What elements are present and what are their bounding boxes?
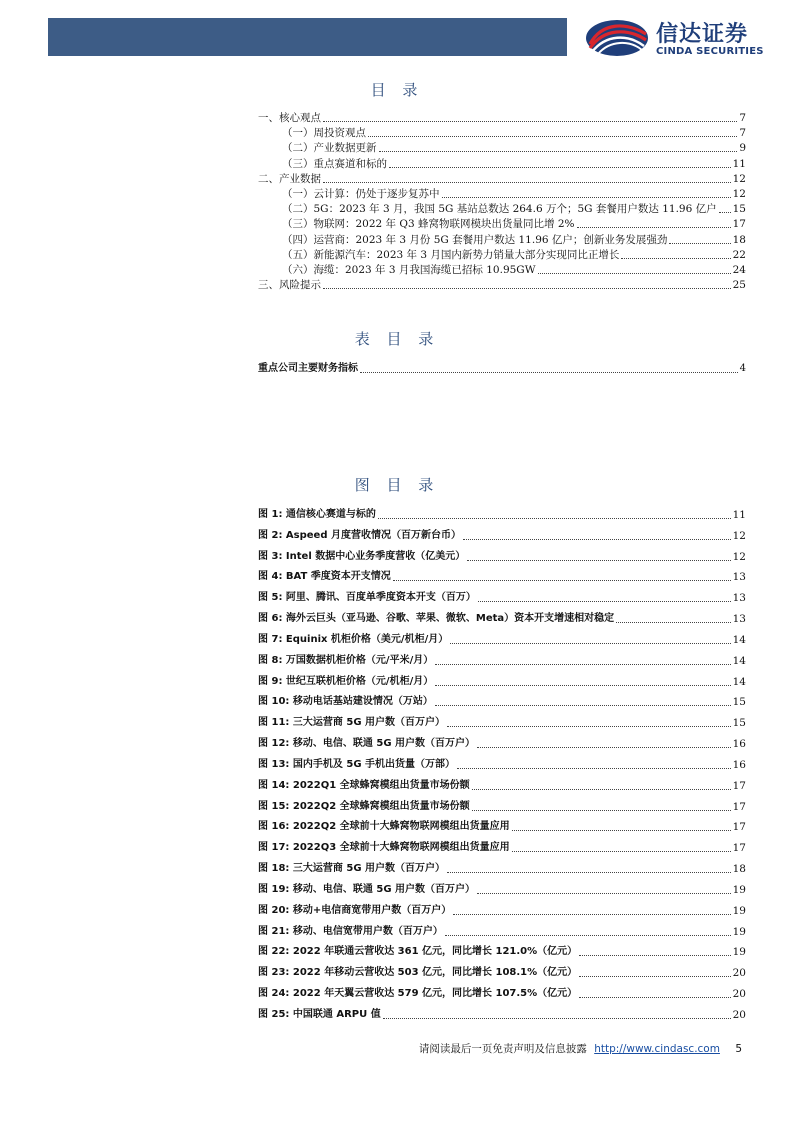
figure-entry-label: 图 7: Equinix 机柜价格（美元/机柜/月） bbox=[258, 633, 449, 645]
dot-leader bbox=[435, 664, 730, 665]
figure-entry-label: 图 10: 移动电话基站建设情况（万站） bbox=[258, 696, 433, 708]
toc-entry[interactable] bbox=[282, 202, 746, 216]
dot-leader bbox=[323, 182, 731, 183]
figure-entry[interactable] bbox=[258, 800, 746, 814]
figure-entry-page: 12 bbox=[732, 550, 746, 563]
toc-entry-label: （六）海缆：2023 年 3 月我国海缆已招标 10.95GW bbox=[282, 264, 536, 276]
dot-leader bbox=[383, 1018, 731, 1019]
dot-leader bbox=[378, 518, 731, 519]
figure-entry[interactable] bbox=[258, 945, 746, 959]
toc-entry-page: 25 bbox=[732, 279, 746, 292]
logo-english-name: CINDA SECURITIES bbox=[656, 46, 764, 57]
figure-entry-label: 图 22: 2022 年联通云营收达 361 亿元，同比增长 121.0%（亿元） bbox=[258, 946, 578, 958]
toc-entry-label: （一）云计算：仍处于逐步复苏中 bbox=[282, 188, 440, 200]
toc-entry-label: （二）产业数据更新 bbox=[282, 142, 377, 155]
dot-leader bbox=[616, 622, 730, 623]
dot-leader bbox=[435, 685, 730, 686]
dot-leader bbox=[467, 560, 730, 561]
dot-leader bbox=[442, 197, 731, 198]
figure-entry[interactable] bbox=[258, 716, 746, 730]
toc-entry-page: 11 bbox=[732, 157, 746, 170]
toc-entry-page: 12 bbox=[732, 188, 746, 200]
toc-entry[interactable] bbox=[282, 233, 746, 247]
footer-disclaimer: 请阅读最后一页免责声明及信息披露 bbox=[418, 1043, 587, 1055]
figure-entry[interactable] bbox=[258, 925, 746, 939]
page-footer bbox=[419, 1041, 742, 1056]
figure-entry-page: 16 bbox=[732, 758, 746, 771]
figure-entry-page: 17 bbox=[732, 821, 746, 834]
figure-entry-page: 17 bbox=[732, 842, 746, 855]
dot-leader bbox=[379, 151, 738, 152]
figure-entry[interactable] bbox=[258, 987, 746, 1001]
toc-entry-page: 7 bbox=[739, 127, 746, 140]
figure-entry-page: 16 bbox=[732, 738, 746, 751]
toc-entry-page: 24 bbox=[732, 264, 746, 276]
figure-entry-page: 20 bbox=[732, 988, 746, 1001]
toc-entry-label: （三）重点赛道和标的 bbox=[282, 157, 387, 170]
dot-leader bbox=[389, 167, 731, 168]
toc-entry-label: 一、核心观点 bbox=[258, 112, 321, 124]
figure-entry-label: 图 12: 移动、电信、联通 5G 用户数（百万户） bbox=[258, 738, 476, 750]
figure-entry[interactable] bbox=[258, 966, 746, 980]
figure-entry-label: 图 13: 国内手机及 5G 手机出货量（万部） bbox=[258, 758, 456, 770]
dot-leader bbox=[450, 643, 730, 644]
figure-entry-page: 17 bbox=[732, 800, 746, 813]
figure-entry-label: 图 20: 移动+电信商宽带用户数（百万户） bbox=[258, 904, 452, 916]
toc-entry-page: 22 bbox=[732, 248, 746, 261]
dot-leader bbox=[435, 705, 731, 706]
dot-leader bbox=[447, 726, 731, 727]
footer-url-link[interactable]: http://www.cindasc.com bbox=[594, 1043, 720, 1055]
table-entry-page: 4 bbox=[739, 363, 746, 374]
toc-entry[interactable] bbox=[282, 263, 746, 277]
figure-entry-page: 14 bbox=[732, 633, 746, 646]
toc-entry-label: （一）周投资观点 bbox=[282, 127, 366, 140]
figure-entry-page: 15 bbox=[732, 717, 746, 730]
dot-leader bbox=[538, 273, 731, 274]
figure-entry-label: 图 5: 阿里、腾讯、百度单季度资本开支（百万） bbox=[258, 592, 476, 604]
toc-entry[interactable] bbox=[258, 172, 746, 186]
dot-leader bbox=[368, 136, 737, 137]
toc-entry-label: 三、风险提示 bbox=[258, 279, 321, 292]
dot-leader bbox=[579, 955, 730, 956]
toc-entry-page: 9 bbox=[739, 142, 746, 155]
toc-entry-page: 15 bbox=[732, 203, 746, 216]
dot-leader bbox=[447, 872, 731, 873]
figure-entry[interactable] bbox=[258, 1008, 746, 1022]
figure-entry[interactable] bbox=[258, 612, 746, 626]
figure-entry-label: 图 4: BAT 季度资本开支情况 bbox=[258, 571, 391, 583]
figure-entry-label: 图 3: Intel 数据中心业务季度营收（亿美元） bbox=[258, 550, 466, 562]
figure-entry-label: 图 19: 移动、电信、联通 5G 用户数（百万户） bbox=[258, 883, 476, 895]
figure-entry-page: 17 bbox=[732, 779, 746, 792]
toc-entry[interactable] bbox=[282, 141, 746, 155]
figure-entry[interactable] bbox=[258, 779, 746, 793]
dot-leader bbox=[360, 372, 738, 373]
figure-entry[interactable] bbox=[258, 904, 746, 918]
figure-entry[interactable] bbox=[258, 570, 746, 584]
dot-leader bbox=[477, 747, 731, 748]
figure-entry-label: 图 25: 中国联通 ARPU 值 bbox=[258, 1008, 381, 1020]
figures-toc-title: 图 目 录 bbox=[354, 476, 440, 494]
figure-entry-label: 图 9: 世纪互联机柜价格（元/机柜/月） bbox=[258, 675, 434, 687]
tables-toc-title: 表 目 录 bbox=[354, 330, 440, 348]
figure-entry[interactable] bbox=[258, 841, 746, 855]
dot-leader bbox=[579, 976, 730, 977]
figure-entry-page: 18 bbox=[732, 863, 746, 876]
figure-entry[interactable] bbox=[258, 591, 746, 605]
logo-chinese-name: 信达证券 bbox=[656, 22, 749, 47]
figure-entry-label: 图 21: 移动、电信宽带用户数（百万户） bbox=[258, 925, 443, 937]
page-number: 5 bbox=[735, 1043, 742, 1055]
dot-leader bbox=[457, 768, 731, 769]
toc-entry-label: （二）5G：2023 年 3 月，我国 5G 基站总数达 264.6 万个；5G 套餐用户数达 11.96 亿户 bbox=[282, 203, 717, 216]
dot-leader bbox=[453, 914, 730, 915]
figure-entry-label: 图 18: 三大运营商 5G 用户数（百万户） bbox=[258, 863, 446, 875]
dot-leader bbox=[512, 830, 731, 831]
company-logo bbox=[580, 16, 780, 60]
figure-entry-label: 图 2: Aspeed 月度营收情况（百万新台币） bbox=[258, 529, 461, 541]
figure-entry-label: 图 23: 2022 年移动云营收达 503 亿元，同比增长 108.1%（亿元） bbox=[258, 967, 578, 979]
figure-entry-page: 11 bbox=[732, 509, 746, 521]
figure-entry-label: 图 16: 2022Q2 全球前十大蜂窝物联网模组出货量应用 bbox=[258, 821, 510, 833]
figure-entry-page: 14 bbox=[732, 654, 746, 667]
figure-entry[interactable] bbox=[258, 550, 746, 564]
toc-entry[interactable] bbox=[282, 126, 746, 140]
toc-entry[interactable] bbox=[282, 187, 746, 201]
figure-entry-page: 19 bbox=[732, 883, 746, 896]
figure-entry[interactable] bbox=[258, 529, 746, 543]
figure-entry-page: 12 bbox=[732, 529, 746, 542]
dot-leader bbox=[579, 997, 730, 998]
figure-entry-page: 19 bbox=[732, 925, 746, 938]
figure-entry-label: 图 17: 2022Q3 全球前十大蜂窝物联网模组出货量应用 bbox=[258, 842, 510, 854]
figure-entry-page: 14 bbox=[732, 675, 746, 688]
figure-entry[interactable] bbox=[258, 508, 746, 522]
dot-leader bbox=[323, 288, 731, 289]
table-entry[interactable] bbox=[258, 362, 746, 376]
dot-leader bbox=[445, 935, 731, 936]
figure-entry-label: 图 14: 2022Q1 全球蜂窝模组出货量市场份额 bbox=[258, 779, 470, 791]
figure-entry-page: 19 bbox=[732, 904, 746, 917]
toc-entry-label: （五）新能源汽车：2023 年 3 月国内新势力销量大部分实现同比正增长 bbox=[282, 248, 620, 261]
dot-leader bbox=[478, 601, 731, 602]
toc-title: 目 录 bbox=[370, 81, 424, 99]
toc-entry[interactable] bbox=[258, 278, 746, 292]
dot-leader bbox=[621, 258, 730, 259]
figure-entry-label: 图 11: 三大运营商 5G 用户数（百万户） bbox=[258, 717, 446, 729]
dot-leader bbox=[472, 789, 731, 790]
toc-entry-label: （三）物联网：2022 年 Q3 蜂窝物联网模块出货量同比增 2% bbox=[282, 218, 575, 231]
toc-entry-page: 17 bbox=[732, 218, 746, 231]
toc-entry-page: 18 bbox=[732, 233, 746, 246]
dot-leader bbox=[669, 243, 730, 244]
figure-entry[interactable] bbox=[258, 883, 746, 897]
figure-entry[interactable] bbox=[258, 654, 746, 668]
figure-entry-page: 13 bbox=[732, 571, 746, 584]
figure-entry-label: 图 6: 海外云巨头（亚马逊、谷歌、苹果、微软、Meta）资本开支增速相对稳定 bbox=[258, 613, 615, 625]
figure-entry[interactable] bbox=[258, 758, 746, 772]
toc-entry-page: 7 bbox=[739, 112, 746, 124]
table-entry-label: 重点公司主要财务指标 bbox=[258, 363, 358, 374]
figure-entry[interactable] bbox=[258, 737, 746, 751]
toc-entry[interactable] bbox=[282, 217, 746, 231]
dot-leader bbox=[472, 810, 731, 811]
dot-leader bbox=[463, 539, 731, 540]
figure-entry[interactable] bbox=[258, 820, 746, 834]
figure-entry-page: 20 bbox=[732, 1008, 746, 1021]
dot-leader bbox=[477, 893, 731, 894]
dot-leader bbox=[719, 212, 731, 213]
figure-entry-page: 13 bbox=[732, 592, 746, 605]
dot-leader bbox=[393, 580, 731, 581]
toc-entry-label: （四）运营商：2023 年 3 月份 5G 套餐用户数达 11.96 亿户；创新业务发展强劲 bbox=[282, 233, 668, 246]
toc-entry-page: 12 bbox=[732, 172, 746, 185]
figure-entry[interactable] bbox=[258, 633, 746, 647]
dot-leader bbox=[512, 851, 731, 852]
dot-leader bbox=[323, 121, 737, 122]
logo-emblem-icon bbox=[584, 18, 650, 58]
toc-entry-label: 二、产业数据 bbox=[258, 172, 321, 185]
figure-entry[interactable] bbox=[258, 695, 746, 709]
toc-entry[interactable] bbox=[258, 111, 746, 125]
header-bar bbox=[48, 18, 567, 56]
figure-entry-label: 图 8: 万国数据机柜价格（元/平米/月） bbox=[258, 654, 434, 666]
toc-entry[interactable] bbox=[282, 157, 746, 171]
figure-entry-label: 图 15: 2022Q2 全球蜂窝模组出货量市场份额 bbox=[258, 800, 470, 812]
dot-leader bbox=[577, 227, 731, 228]
figure-entry-label: 图 24: 2022 年天翼云营收达 579 亿元，同比增长 107.5%（亿元） bbox=[258, 988, 578, 1000]
figure-entry-page: 13 bbox=[732, 613, 746, 626]
figure-entry[interactable] bbox=[258, 675, 746, 689]
figure-entry-page: 19 bbox=[732, 946, 746, 959]
figure-entry-label: 图 1: 通信核心赛道与标的 bbox=[258, 509, 376, 520]
figure-entry-page: 20 bbox=[732, 967, 746, 980]
figure-entry[interactable] bbox=[258, 862, 746, 876]
toc-entry[interactable] bbox=[282, 248, 746, 262]
figure-entry-page: 15 bbox=[732, 696, 746, 709]
